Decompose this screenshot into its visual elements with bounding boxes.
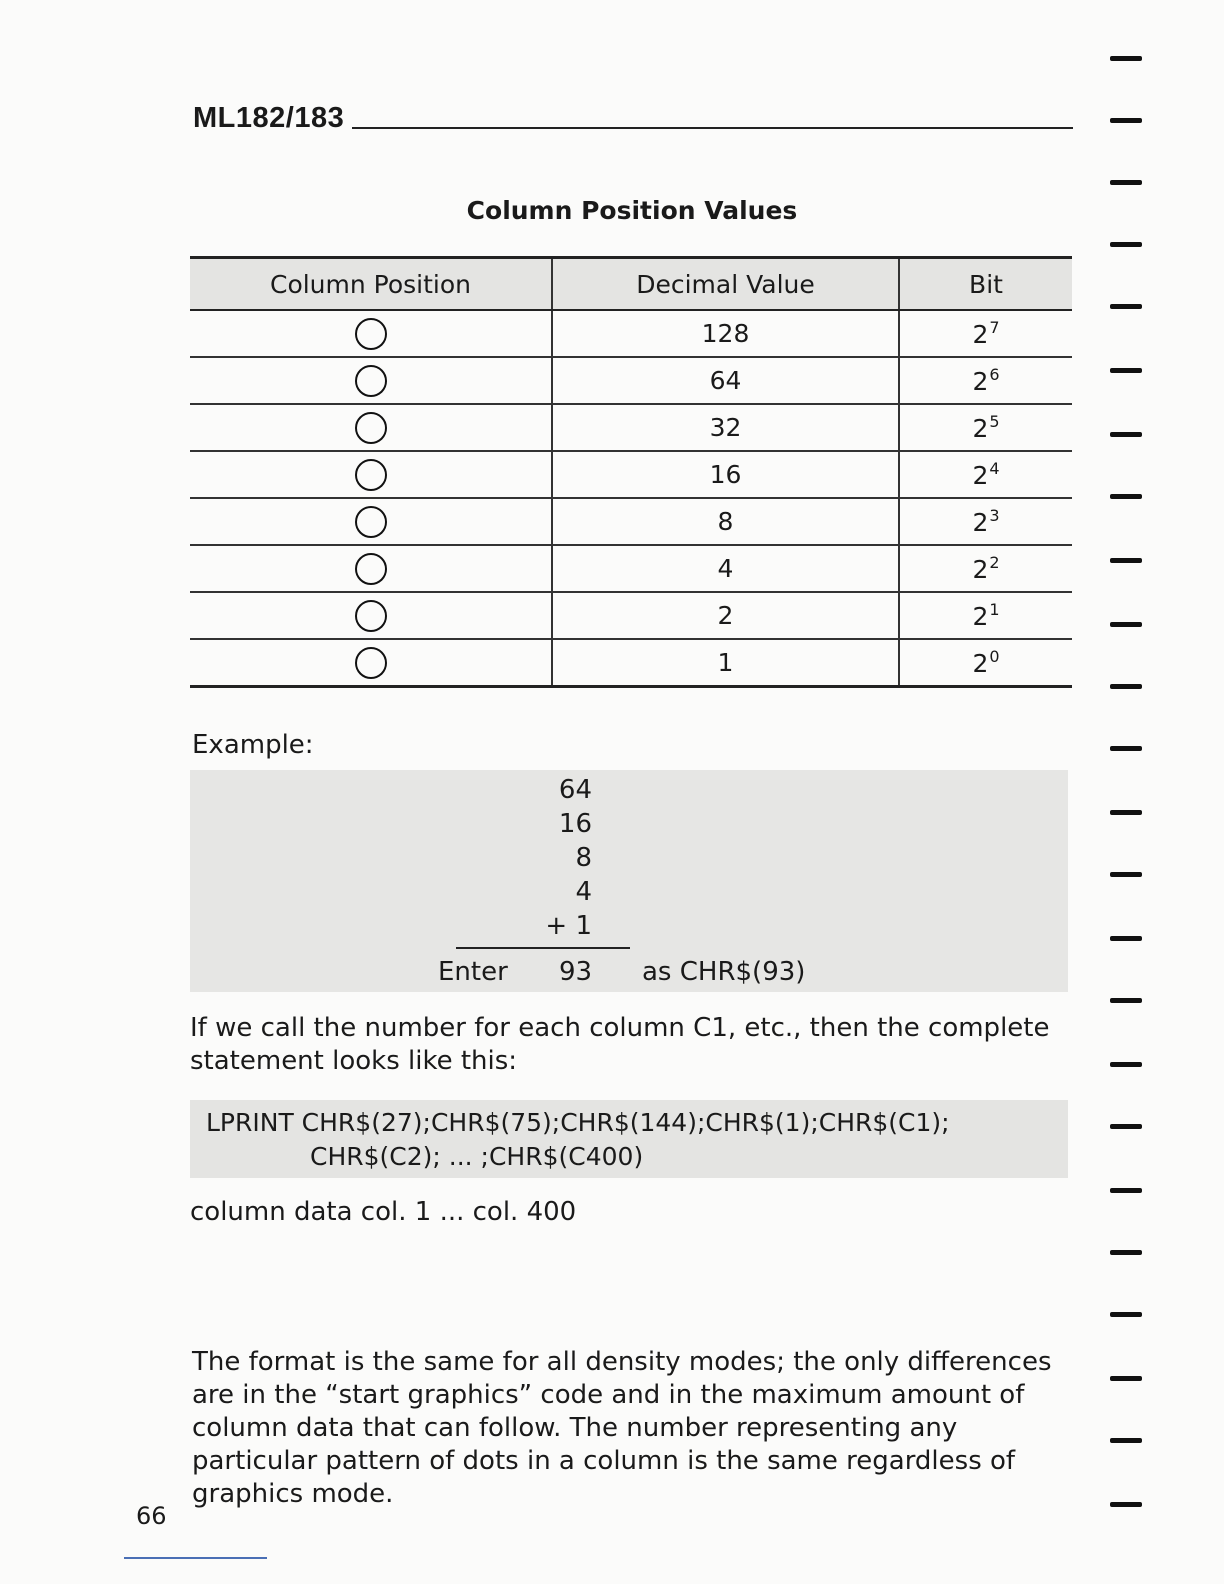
decimal-cell: 1: [552, 639, 899, 687]
example-addend: 8: [575, 843, 592, 873]
position-cell: [190, 310, 552, 357]
example-addend: 16: [558, 809, 592, 839]
page-number: 66: [136, 1502, 167, 1530]
table-row: [190, 310, 1072, 357]
bit-exponent: 2: [989, 553, 1000, 572]
example-addend: 4: [575, 877, 592, 907]
code-block: [190, 1100, 1068, 1178]
circle-icon: [355, 506, 387, 538]
decimal-cell: 8: [552, 498, 899, 545]
binding-hole-mark: [1110, 558, 1142, 563]
table-row: [190, 451, 1072, 498]
table-row: [190, 404, 1072, 451]
paragraph-density-modes: The format is the same for all density modes; the only differences are in the “start graphics” code and in the maximum amount of column data that can follow. The number representing any particular pattern of dots in a column is the same regardless of graphics mode.: [192, 1347, 1052, 1509]
bit-base: 2: [972, 461, 989, 490]
table-row: [190, 498, 1072, 545]
paragraph-intro: If we call the number for each column C1, etc., then the complete statement looks like this:: [190, 1013, 1050, 1076]
bit-base: 2: [972, 555, 989, 584]
binding-hole-mark: [1110, 432, 1142, 437]
binding-hole-mark: [1110, 684, 1142, 689]
position-cell: [190, 639, 552, 687]
binding-hole-mark: [1110, 1250, 1142, 1255]
binding-hole-mark: [1110, 368, 1142, 373]
example-box: [190, 770, 1068, 992]
bit-exponent: 0: [989, 647, 1000, 666]
footer-rule: [124, 1557, 267, 1559]
binding-hole-mark: [1110, 304, 1142, 309]
column-data-caption: column data col. 1 ... col. 400: [190, 1197, 577, 1227]
decimal-cell: 2: [552, 592, 899, 639]
bit-cell: [899, 310, 1072, 357]
position-cell: [190, 451, 552, 498]
binding-hole-mark: [1110, 180, 1142, 185]
bit-base: 2: [972, 320, 989, 349]
decimal-cell: 16: [552, 451, 899, 498]
header-rule: [352, 127, 1073, 129]
circle-icon: [355, 553, 387, 585]
bit-cell: [899, 545, 1072, 592]
binding-hole-mark: [1110, 1502, 1142, 1507]
table-row: [190, 357, 1072, 404]
decimal-cell: 128: [552, 310, 899, 357]
decimal-cell: 32: [552, 404, 899, 451]
circle-icon: [355, 318, 387, 350]
bit-cell: [899, 357, 1072, 404]
bit-exponent: 4: [989, 459, 1000, 478]
example-result-text: as CHR$(93): [642, 957, 806, 987]
table-title: Column Position Values: [466, 196, 798, 225]
bit-exponent: 6: [989, 365, 1000, 384]
example-addend: 64: [558, 775, 592, 805]
bit-cell: [899, 498, 1072, 545]
bit-cell: [899, 639, 1072, 687]
position-cell: [190, 357, 552, 404]
column-position-table: [190, 256, 1072, 688]
bit-cell: [899, 592, 1072, 639]
position-cell: [190, 592, 552, 639]
example-addend: + 1: [545, 911, 592, 941]
position-cell: [190, 404, 552, 451]
code-line: CHR$(C2); ... ;CHR$(C400): [310, 1142, 644, 1171]
bit-base: 2: [972, 414, 989, 443]
bit-exponent: 7: [989, 318, 1000, 337]
column-header-bit: Bit: [899, 258, 1072, 311]
table-row: [190, 545, 1072, 592]
bit-exponent: 1: [989, 600, 1000, 619]
binding-hole-mark: [1110, 494, 1142, 499]
binding-hole-mark: [1110, 56, 1142, 61]
decimal-cell: 4: [552, 545, 899, 592]
circle-icon: [355, 459, 387, 491]
table-row: [190, 592, 1072, 639]
column-header-decimal: Decimal Value: [552, 258, 899, 311]
bit-base: 2: [972, 367, 989, 396]
page-header: [193, 104, 1073, 133]
bit-base: 2: [972, 649, 989, 678]
binding-hole-mark: [1110, 1376, 1142, 1381]
example-label: Example:: [192, 730, 314, 760]
binding-hole-mark: [1110, 118, 1142, 123]
example-sum: 93: [559, 957, 593, 987]
decimal-cell: 64: [552, 357, 899, 404]
binding-hole-mark: [1110, 622, 1142, 627]
binding-hole-mark: [1110, 936, 1142, 941]
sum-rule: [456, 947, 630, 949]
position-cell: [190, 545, 552, 592]
bit-base: 2: [972, 508, 989, 537]
binding-hole-mark: [1110, 1312, 1142, 1317]
circle-icon: [355, 412, 387, 444]
table-header-row: [190, 258, 1072, 311]
binding-hole-mark: [1110, 1124, 1142, 1129]
bit-exponent: 5: [989, 412, 1000, 431]
bit-cell: [899, 451, 1072, 498]
example-enter-label: Enter: [438, 957, 508, 987]
table-row: [190, 639, 1072, 687]
circle-icon: [355, 365, 387, 397]
bit-exponent: 3: [989, 506, 1000, 525]
binding-hole-mark: [1110, 872, 1142, 877]
page-header-title: ML182/183: [193, 102, 345, 134]
binding-hole-mark: [1110, 1188, 1142, 1193]
code-line: LPRINT CHR$(27);CHR$(75);CHR$(144);CHR$(1);CHR$(C1);: [206, 1108, 950, 1137]
column-header-position: Column Position: [190, 258, 552, 311]
binding-hole-mark: [1110, 746, 1142, 751]
circle-icon: [355, 600, 387, 632]
binding-hole-mark: [1110, 810, 1142, 815]
bit-cell: [899, 404, 1072, 451]
circle-icon: [355, 647, 387, 679]
position-cell: [190, 498, 552, 545]
binding-hole-mark: [1110, 242, 1142, 247]
binding-hole-mark: [1110, 1062, 1142, 1067]
binding-hole-mark: [1110, 1438, 1142, 1443]
binding-hole-mark: [1110, 998, 1142, 1003]
bit-base: 2: [972, 602, 989, 631]
